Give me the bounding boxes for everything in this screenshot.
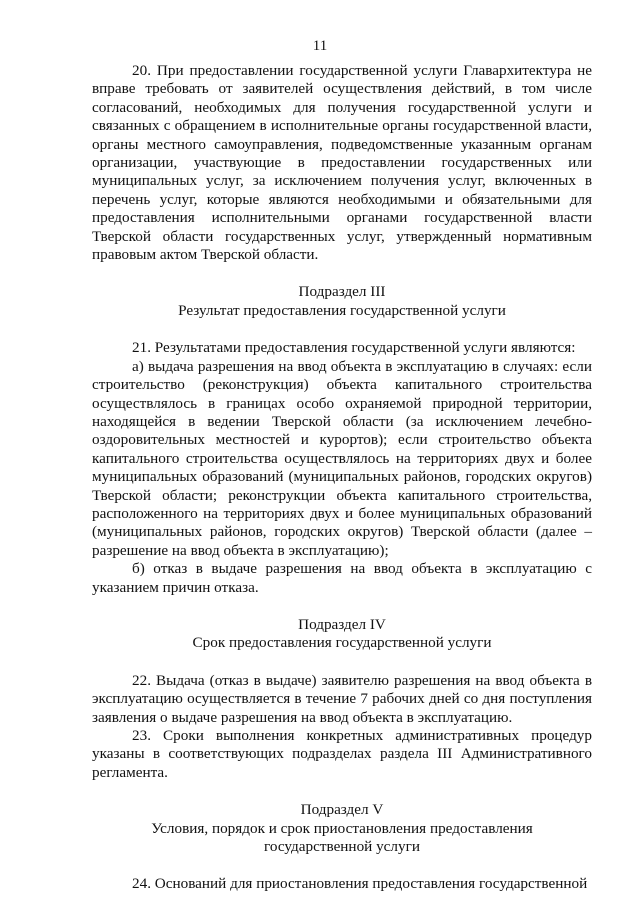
subsection-5-title: Подраздел V bbox=[300, 801, 384, 819]
subsection-3-name: Результат предоставления государственной услуги bbox=[178, 301, 506, 319]
subsection-4-title: Подраздел IV bbox=[298, 615, 386, 633]
paragraph-23: 23. Сроки выполнения конкретных административных процедур указаны в соответствующих подразделах раздела III Административного регламента. bbox=[92, 727, 592, 781]
spacer bbox=[92, 782, 592, 801]
subsection-5-name-line-2: государственной услуги bbox=[264, 838, 420, 856]
subsection-5-name-line-1: Условия, порядок и срок приостановления предоставления bbox=[151, 819, 533, 837]
document-body bbox=[92, 62, 592, 894]
subsection-3-title: Подраздел III bbox=[298, 283, 386, 301]
spacer bbox=[92, 320, 592, 339]
spacer bbox=[92, 597, 592, 616]
page-number: 11 bbox=[312, 38, 328, 54]
subsection-4-name: Срок предоставления государственной услуги bbox=[192, 634, 492, 652]
spacer bbox=[92, 856, 592, 875]
spacer bbox=[92, 653, 592, 672]
paragraph-21-a: а) выдача разрешения на ввод объекта в эксплуатацию в случаях: если строительство (реконструкция) объекта капитального строительства осуществлялось в границах особо охраняемой природной территории, находящейся в ведении Тверской области (за исключением лечебно-оздоровительных местностей и курортов); если строительство объекта капитального строительства осуществлялось на территориях двух и более муниципальных образований (муниципальных районов, городских округов) Тверской области; реконструкции объекта капитального строительства, расположенного на территориях двух и более муниципальных образований (муниципальных районов, городских округов) Тверской области (далее – разрешение на ввод объекта в эксплуатацию); bbox=[92, 357, 592, 559]
paragraph-22: 22. Выдача (отказ в выдаче) заявителю разрешения на ввод объекта в эксплуатацию осуществляется в течение 7 рабочих дней со дня поступления заявления о выдаче разрешения на ввод объекта в эксплуатацию. bbox=[92, 671, 592, 726]
paragraph-20: 20. При предоставлении государственной услуги Главархитектура не вправе требовать от заявителей осуществления действий, в том числе согласований, необходимых для получения государственной услуги и связанных с обращением в исполнительные органы государственной власти, органы местного самоуправления, подведомственные указанным органам организации, участвующие в предоставлении государственных или муниципальных услуг, за исключением получения услуг, включенных в перечень услуг, которые являются необходимыми и обязательными для предоставления исполнительными органами государственной власти Тверской области государственных услуг, утвержденный нормативным правовым актом Тверской области. bbox=[92, 62, 592, 264]
spacer bbox=[92, 264, 592, 283]
paragraph-21-b: б) отказ в выдаче разрешения на ввод объекта в эксплуатацию с указанием причин отказа. bbox=[92, 560, 592, 596]
paragraph-21: 21. Результатами предоставления государственной услуги являются: bbox=[132, 339, 576, 357]
paragraph-24: 24. Оснований для приостановления предоставления государственной bbox=[132, 875, 588, 893]
